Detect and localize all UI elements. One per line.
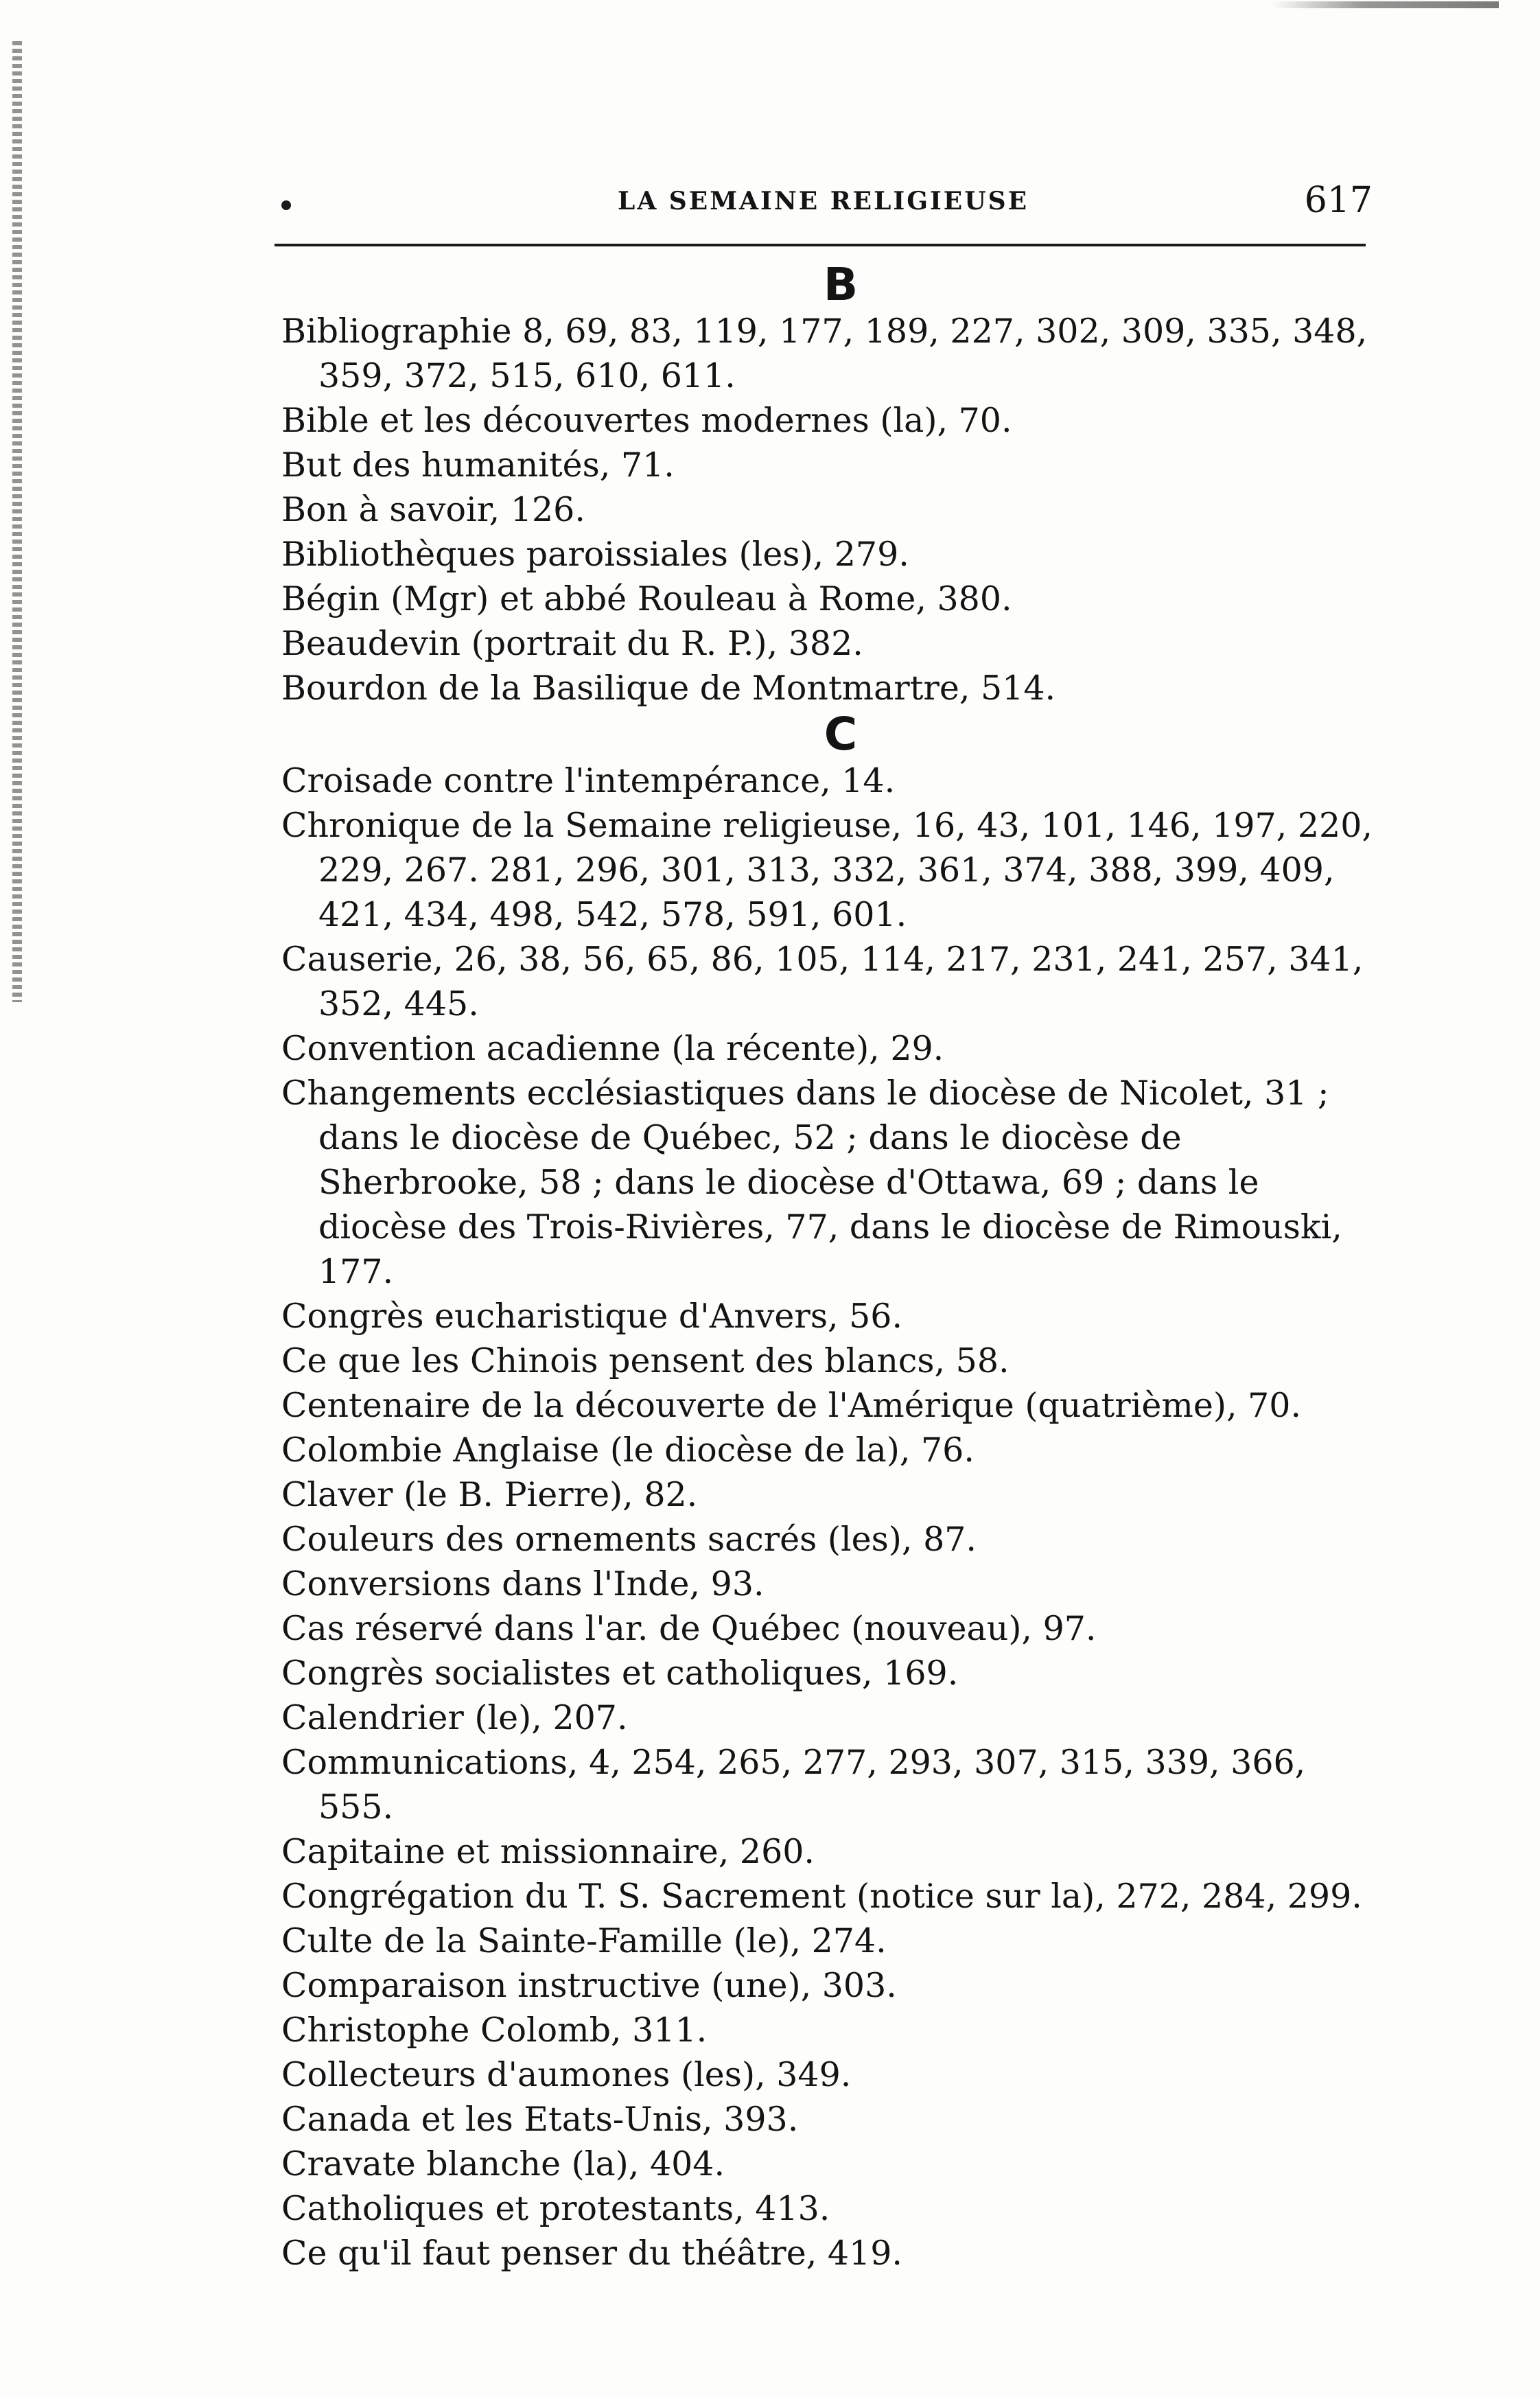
section-letter-b: B (823, 258, 859, 311)
scan-edge-marks (12, 41, 22, 1002)
index-entry: Collecteurs d'aumones (les), 349. (281, 2055, 852, 2094)
index-entry: Bourdon de la Basilique de Montmartre, 514. (281, 669, 1056, 708)
index-entry: Catholiques et protestants, 413. (281, 2189, 830, 2228)
index-entry: Culte de la Sainte-Famille (le), 274. (281, 1921, 887, 1960)
index-entry: Causerie, 26, 38, 56, 65, 86, 105, 114, 217, 231, 241, 257, 341, 352, 445. (281, 940, 1364, 1023)
index-entry: Congrès eucharistique d'Anvers, 56. (281, 1297, 903, 1336)
index-entry: Christophe Colomb, 311. (281, 2011, 708, 2050)
index-entry: Claver (le B. Pierre), 82. (281, 1475, 698, 1514)
scan-top-mark (1272, 1, 1499, 8)
index-entry: Comparaison instructive (une), 303. (281, 1966, 897, 2005)
index-entry: Bégin (Mgr) et abbé Rouleau à Rome, 380. (281, 579, 1012, 618)
index-entry: Convention acadienne (la récente), 29. (281, 1029, 944, 1068)
index-entry: Ce que les Chinois pensent des blancs, 58. (281, 1341, 1010, 1380)
index-entry: Congrès socialistes et catholiques, 169. (281, 1654, 959, 1693)
page-number: 617 (1304, 180, 1373, 221)
index-entry: Cas réservé dans l'ar. de Québec (nouveau), 97. (281, 1609, 1097, 1648)
index-entry: Conversions dans l'Inde, 93. (281, 1564, 765, 1603)
index-entry: Ce qu'il faut penser du théâtre, 419. (281, 2234, 902, 2273)
index-entry: Bon à savoir, 126. (281, 490, 585, 529)
index-entry: Changements ecclésiastiques dans le diocèse de Nicolet, 31 ; dans le diocèse de Québec, 52 ; dans le diocèse de Sherbrooke, 58 ; dans le diocèse d'Ottawa, 69 ; dans le diocèse des Trois-Rivières, 77, dans le diocèse de Rimouski, 177. (281, 1074, 1342, 1291)
index-entry: Chronique de la Semaine religieuse, 16, 43, 101, 146, 197, 220, 229, 267. 281, 296, 301, 313, 332, 361, 374, 388, 399, 409, 421, 434, 498, 542, 578, 591, 601. (281, 806, 1373, 934)
index-entry: Croisade contre l'intempérance, 14. (281, 761, 896, 800)
index-entry: Couleurs des ornements sacrés (les), 87. (281, 1520, 977, 1559)
index-entry: Bible et les découvertes modernes (la), 70. (281, 401, 1012, 440)
index-entry: Colombie Anglaise (le diocèse de la), 76. (281, 1431, 975, 1470)
index-entry: Bibliothèques paroissiales (les), 279. (281, 535, 909, 574)
index-entry: Bibliographie 8, 69, 83, 119, 177, 189, 227, 302, 309, 335, 348, 359, 372, 515, 610, 611. (281, 312, 1368, 395)
index-entry: Congrégation du T. S. Sacrement (notice sur la), 272, 284, 299. (281, 1877, 1362, 1916)
bullet-mark (281, 200, 291, 210)
section-letter-c: C (824, 708, 858, 761)
index-entry: Communications, 4, 254, 265, 277, 293, 307, 315, 339, 366, 555. (281, 1743, 1306, 1827)
header-rule (275, 244, 1366, 246)
index-entry: Beaudevin (portrait du R. P.), 382. (281, 624, 863, 663)
page-header (281, 180, 1379, 233)
index-entry: Canada et les Etats-Unis, 393. (281, 2100, 799, 2139)
index-content (281, 258, 1373, 2276)
index-entry: Calendrier (le), 207. (281, 1698, 628, 1737)
index-entry: But des humanités, 71. (281, 445, 675, 485)
index-entry: Capitaine et missionnaire, 260. (281, 1832, 815, 1871)
index-entry: Cravate blanche (la), 404. (281, 2144, 725, 2184)
index-entry: Centenaire de la découverte de l'Amérique (quatrième), 70. (281, 1386, 1302, 1425)
running-title: LA SEMAINE RELIGIEUSE (618, 187, 1029, 216)
